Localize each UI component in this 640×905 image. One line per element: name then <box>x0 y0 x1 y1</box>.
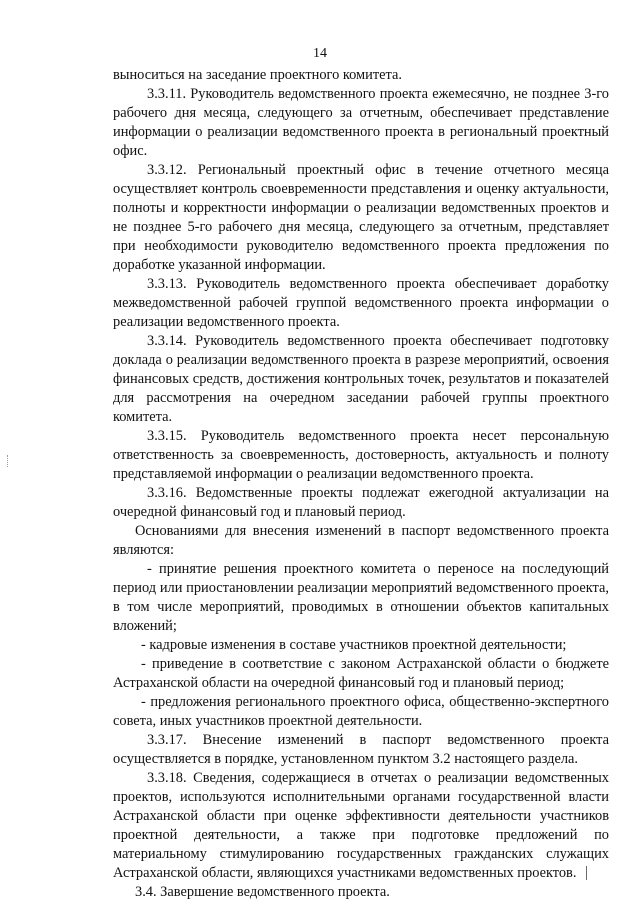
paragraph-3-3-11: 3.3.11. Руководитель ведомственного проекта ежемесячно, не позднее 3-го рабочего дня месяца, следующего за отчетным, обеспечивает представление информации о реализации ведомственного проекта в региональный проектный офис. <box>113 86 609 159</box>
list-item-budget-law: - приведение в соответствие с законом Астраханской области о бюджете Астраханской области на очередной финансовый год и плановый период; <box>113 656 609 691</box>
paragraph-3-3-14: 3.3.14. Руководитель ведомственного проекта обеспечивает подготовку доклада о реализации ведомственного проекта в разрезе мероприятий, освоения финансовых средств, достижения контрольных точек, результатов и показателей для рассмотрения на очередном заседании рабочей группы проектного комитета. <box>113 333 609 425</box>
paragraph-3-3-18: 3.3.18. Сведения, содержащиеся в отчетах о реализации ведомственных проектов, используются исполнительными органами государственной власти Астраханской области при оценке эффективности деятельности участников проектной деятельности, а также при подготовке предложений по материальному стимулированию государственных гражданских служащих Астраханской области, являющихся участниками ведомственных проектов. <box>113 770 609 881</box>
paragraph-3-3-12: 3.3.12. Региональный проектный офис в течение отчетного месяца осуществляет контроль своевременности представления и оценку актуальности, полноты и корректности информации о реализации ведомственных проектов и не позднее 5-го рабочего дня месяца, следующего за отчетным, представляет при необходимости руководителю ведомственного проекта предложения по доработке указанной информации. <box>113 162 609 273</box>
list-item-proposals: - предложения регионального проектного офиса, общественно-экспертного совета, иных участников проектной деятельности. <box>113 694 609 729</box>
section-heading-3-4: 3.4. Завершение ведомственного проекта. <box>135 884 390 900</box>
paragraph-3-3-16: 3.3.16. Ведомственные проекты подлежат ежегодной актуализации на очередной финансовый год и плановый период. <box>113 485 609 520</box>
paragraph-3-3-15: 3.3.15. Руководитель ведомственного проекта несет персональную ответственность за своевременность, достоверность, актуальность и полноту представляемой информации о реализации ведомственного проекта. <box>113 428 609 482</box>
paragraph-grounds-intro: Основаниями для внесения изменений в паспорт ведомственного проекта являются: <box>113 523 609 558</box>
paragraph-3-3-13: 3.3.13. Руководитель ведомственного проекта обеспечивает доработку межведомственной рабочей группой ведомственного проекта информации о реализации ведомственного проекта. <box>113 276 609 330</box>
list-item-personnel-changes: - кадровые изменения в составе участников проектной деятельности; <box>141 637 567 653</box>
list-item-committee-decision: - принятие решения проектного комитета о переносе на последующий период или приостановлении реализации мероприятий ведомственного проекта, в том числе мероприятий, проводимых в отношении объектов капитальных вложений; <box>113 561 609 634</box>
paragraph-3-3-17: 3.3.17. Внесение изменений в паспорт ведомственного проекта осуществляется в порядке, установленном пунктом 3.2 настоящего раздела. <box>113 732 609 767</box>
paragraph-continuation: выноситься на заседание проектного комитета. <box>113 67 402 83</box>
body-text <box>113 66 609 902</box>
scan-margin-mark <box>7 455 10 467</box>
page-number: 14 <box>313 46 327 61</box>
scan-tick-mark <box>586 866 587 880</box>
